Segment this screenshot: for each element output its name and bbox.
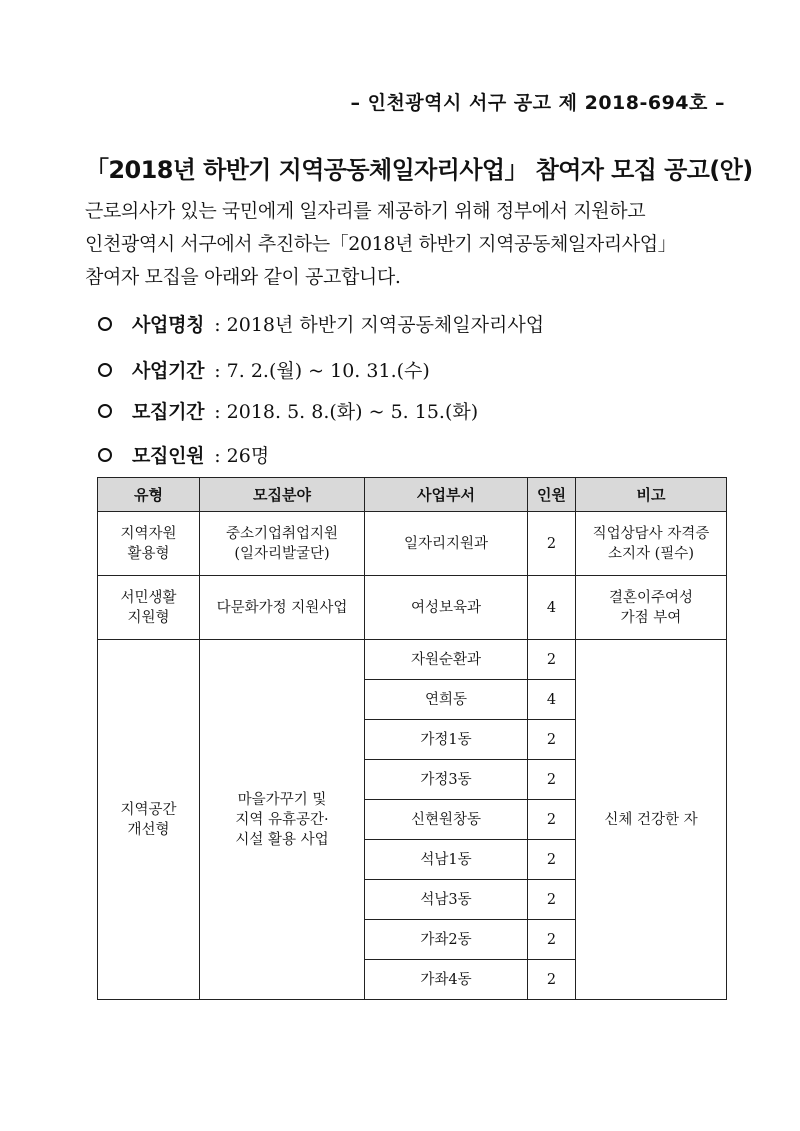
cell-count: 4 [528, 680, 576, 720]
notice-number: – 인천광역시 서구 공고 제 2018-694호 – [350, 92, 725, 114]
cell-dept: 연희동 [365, 680, 528, 720]
info-value: : 26명 [214, 445, 270, 467]
table-row [98, 640, 727, 680]
header-field: 모집분야 [200, 478, 365, 512]
info-value: : 7. 2.(월) ~ 10. 31.(수) [214, 360, 430, 382]
cell-note: 결혼이주여성 가점 부여 [576, 576, 727, 640]
cell-count: 2 [528, 640, 576, 680]
header-dept: 사업부서 [365, 478, 528, 512]
circle-bullet-icon [98, 363, 112, 377]
info-label: 모집인원 [132, 445, 205, 467]
header-type: 유형 [98, 478, 200, 512]
cell-count: 2 [528, 880, 576, 920]
cell-dept: 자원순환과 [365, 640, 528, 680]
cell-count: 2 [528, 960, 576, 1000]
info-recruit-count [98, 441, 269, 468]
cell-dept: 신현원창동 [365, 800, 528, 840]
cell-count: 2 [528, 800, 576, 840]
info-label: 모집기간 [132, 401, 205, 423]
cell-note: 직업상담사 자격증 소지자 (필수) [576, 512, 727, 576]
intro-line: 인천광역시 서구에서 추진하는「2018년 하반기 지역공동체일자리사업」 [85, 233, 677, 255]
info-project-name [98, 310, 544, 337]
circle-bullet-icon [98, 404, 112, 418]
info-project-period [98, 356, 430, 383]
cell-field: 마을가꾸기 및 지역 유휴공간· 시설 활용 사업 [200, 640, 365, 1000]
table-header-row [98, 478, 727, 512]
cell-type: 서민생활 지원형 [98, 576, 200, 640]
cell-dept: 가정1동 [365, 720, 528, 760]
cell-dept: 일자리지원과 [365, 512, 528, 576]
cell-count: 4 [528, 576, 576, 640]
cell-count: 2 [528, 720, 576, 760]
info-value: : 2018년 하반기 지역공동체일자리사업 [214, 314, 545, 336]
cell-count: 2 [528, 760, 576, 800]
cell-field: 중소기업취업지원 (일자리발굴단) [200, 512, 365, 576]
intro-paragraph [85, 195, 725, 294]
info-label: 사업명칭 [132, 314, 205, 336]
document-title: 「2018년 하반기 지역공동체일자리사업」 참여자 모집 공고(안) [85, 156, 753, 184]
circle-bullet-icon [98, 317, 112, 331]
cell-type: 지역자원 활용형 [98, 512, 200, 576]
info-value: : 2018. 5. 8.(화) ~ 5. 15.(화) [214, 401, 479, 423]
header-count: 인원 [528, 478, 576, 512]
cell-dept: 가좌2동 [365, 920, 528, 960]
cell-dept: 석남3동 [365, 880, 528, 920]
cell-dept: 가정3동 [365, 760, 528, 800]
cell-type: 지역공간 개선형 [98, 640, 200, 1000]
cell-count: 2 [528, 840, 576, 880]
intro-line: 근로의사가 있는 국민에게 일자리를 제공하기 위해 정부에서 지원하고 [85, 200, 646, 222]
circle-bullet-icon [98, 448, 112, 462]
cell-dept: 석남1동 [365, 840, 528, 880]
table-row [98, 576, 727, 640]
recruitment-table [97, 477, 727, 1000]
cell-count: 2 [528, 920, 576, 960]
cell-note: 신체 건강한 자 [576, 640, 727, 1000]
cell-dept: 가좌4동 [365, 960, 528, 1000]
cell-count: 2 [528, 512, 576, 576]
cell-dept: 여성보육과 [365, 576, 528, 640]
info-label: 사업기간 [132, 360, 205, 382]
intro-line: 참여자 모집을 아래와 같이 공고합니다. [85, 266, 401, 288]
info-recruit-period [98, 397, 478, 424]
cell-field: 다문화가정 지원사업 [200, 576, 365, 640]
header-note: 비고 [576, 478, 727, 512]
table-row [98, 512, 727, 576]
